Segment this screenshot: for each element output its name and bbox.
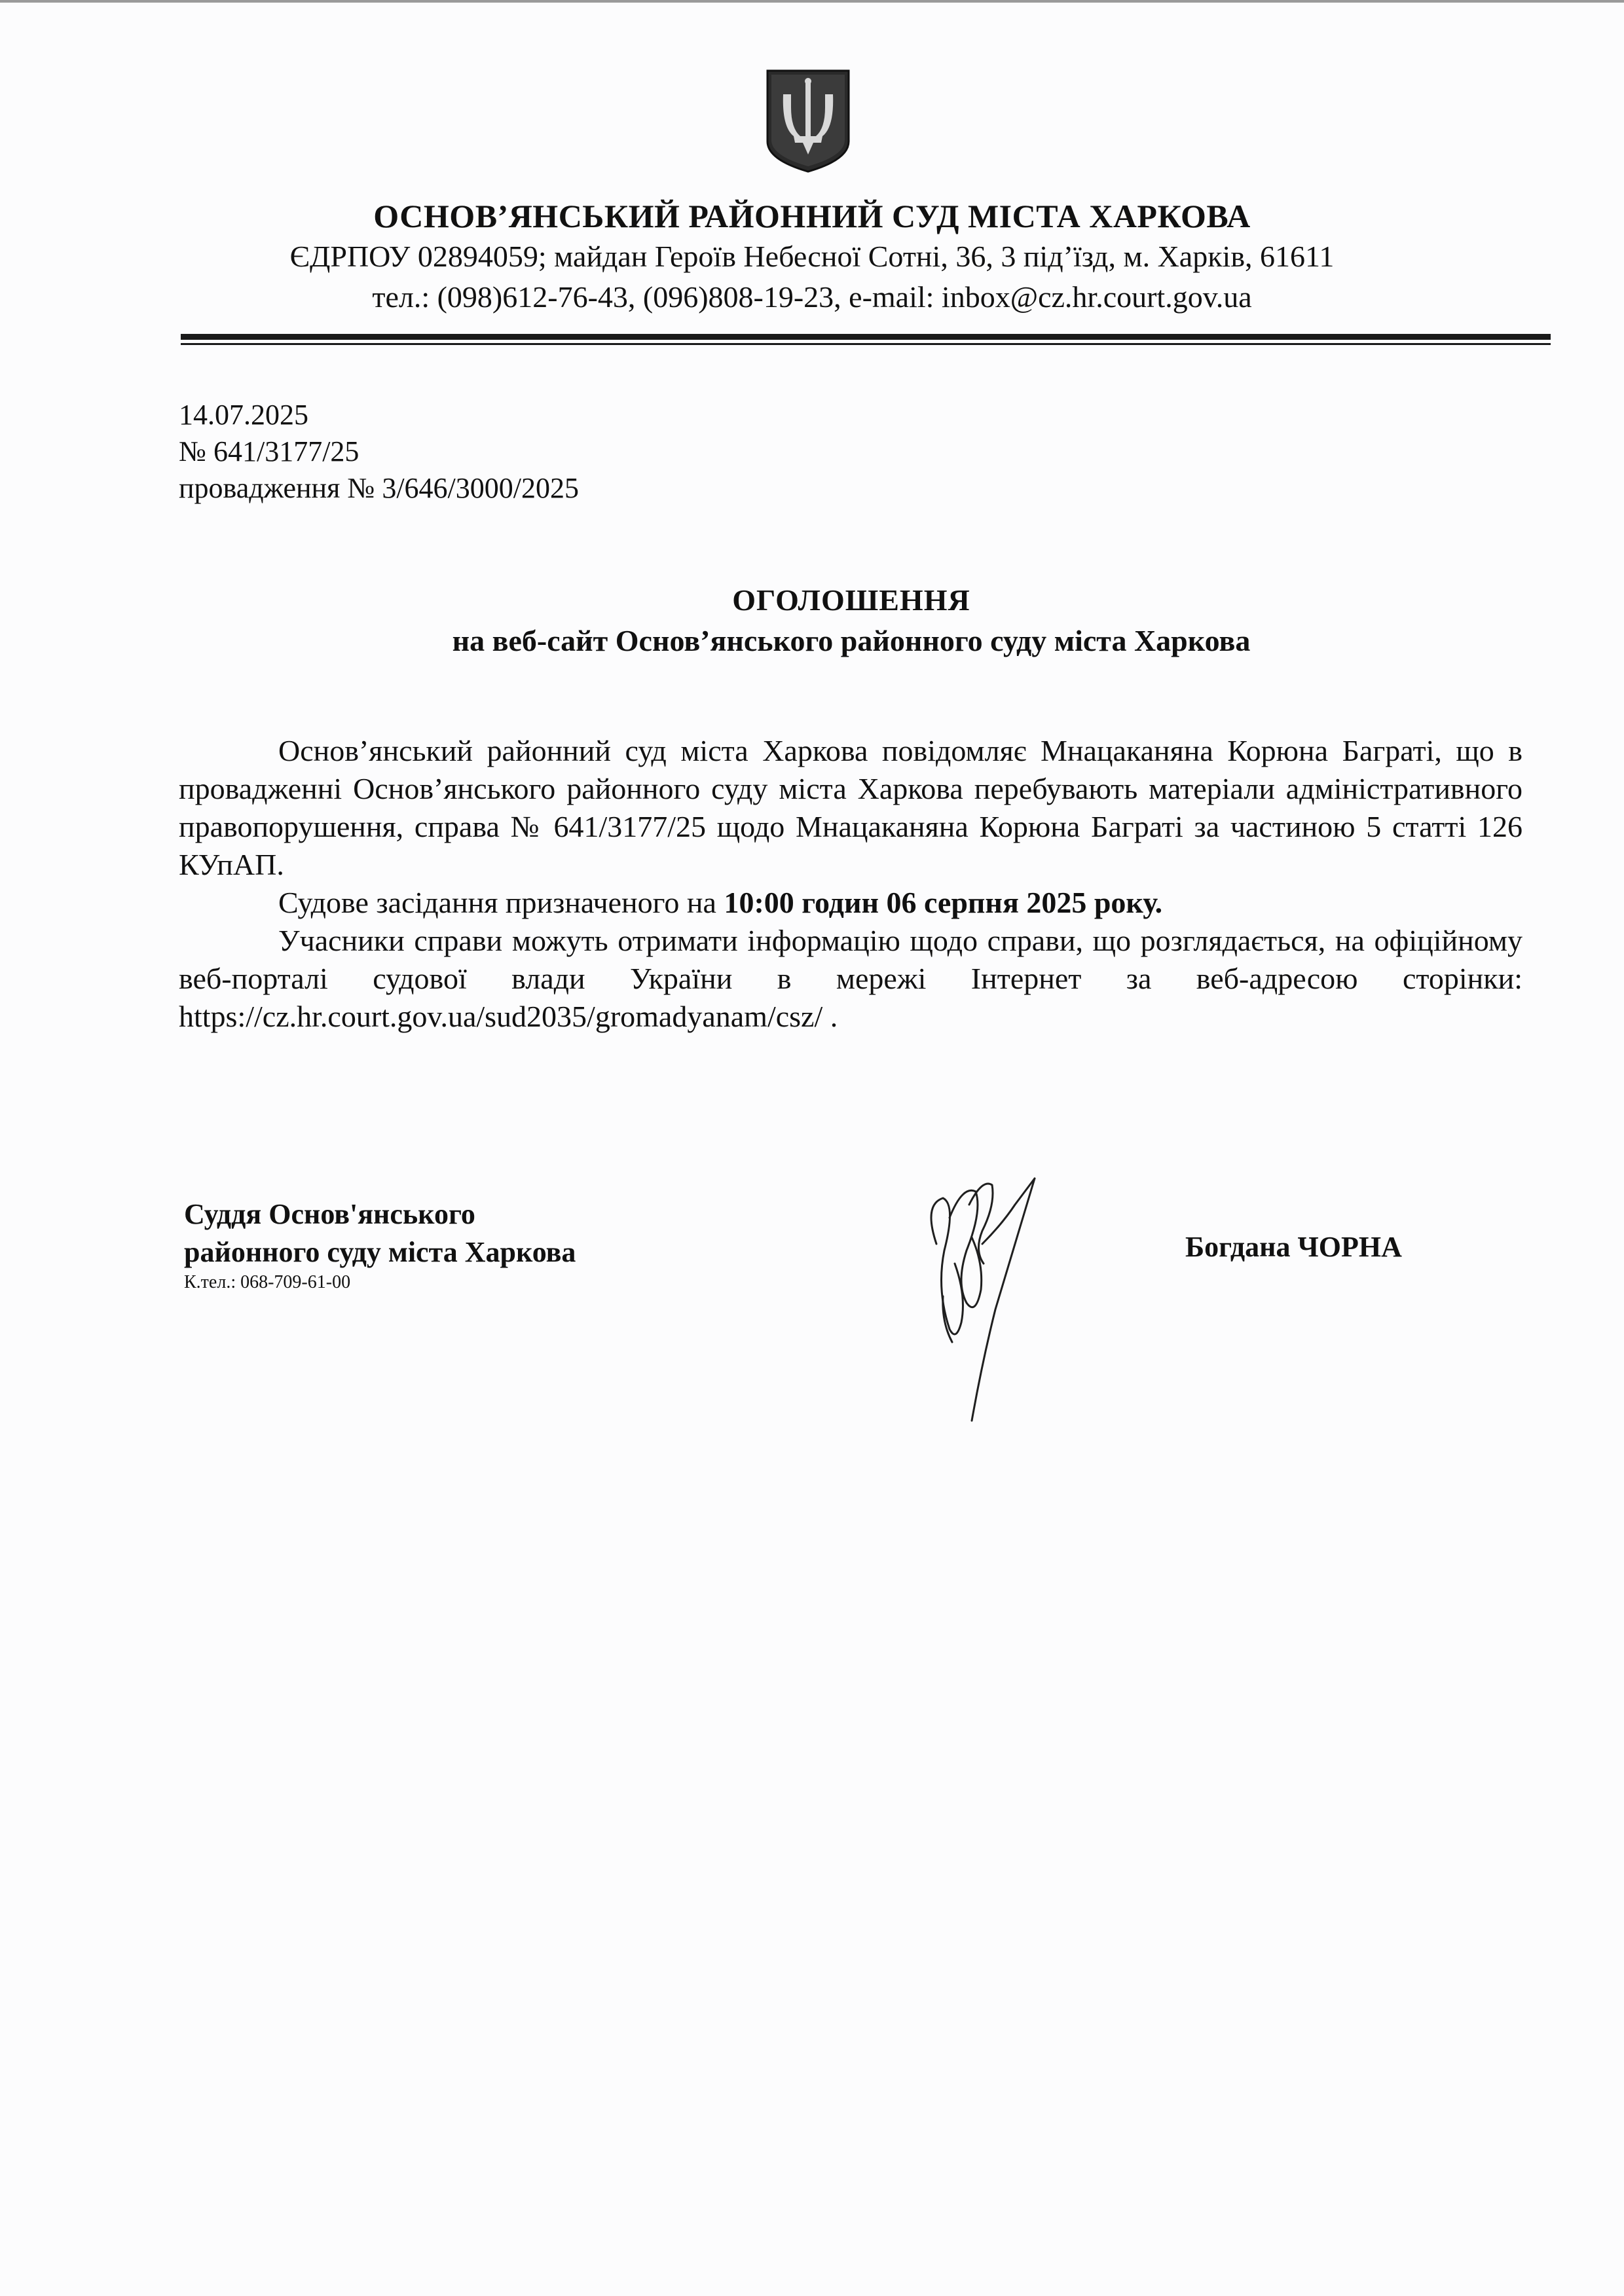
trident-coat-of-arms-icon: [765, 68, 851, 174]
judge-position-block: [184, 1195, 576, 1294]
judge-position-line2: районного суду міста Харкова: [184, 1236, 576, 1268]
handwritten-signature: [904, 1165, 1061, 1440]
judge-position-line1: Суддя Основ'янського: [184, 1198, 475, 1230]
header-divider-thin: [181, 343, 1551, 345]
announcement-title: ОГОЛОШЕННЯ: [732, 583, 970, 617]
announcement-subtitle: на веб-сайт Основ’янського районного суду міста Харкова: [452, 624, 1251, 657]
hearing-prefix: Судове засідання призначеного на: [278, 886, 724, 919]
scan-edge: [0, 0, 1624, 3]
body-paragraph-hearing: [179, 884, 1522, 922]
court-address: ЄДРПОУ 02894059; майдан Героїв Небесної Сотні, 36, 3 під’їзд, м. Харків, 61611: [289, 240, 1335, 273]
hearing-datetime: 10:00 годин 06 серпня 2025 року.: [724, 886, 1163, 919]
document-date: 14.07.2025: [179, 399, 308, 431]
announcement-body: [179, 732, 1522, 1036]
body-paragraph-info: Учасники справи можуть отримати інформацію щодо справи, що розглядається, на офіційному веб-порталі судової влади України в мережі Інтернет за веб-адресою сторінки: https://cz.hr.court.gov.ua/sud2035/gromadyanam/csz/ .: [179, 924, 1522, 1033]
judge-phone: К.тел.: 068-709-61-00: [184, 1272, 351, 1292]
court-name: ОСНОВ’ЯНСЬКИЙ РАЙОННИЙ СУД МІСТА ХАРКОВА: [373, 198, 1251, 234]
court-contacts: тел.: (098)612-76-43, (096)808-19-23, e-mail: inbox@cz.hr.court.gov.ua: [372, 280, 1252, 314]
body-paragraph-notice: Основ’янський районний суд міста Харкова повідомляє Мнацаканяна Корюна Баграті, що в провадженні Основ’янського районного суду міста Харкова перебувають матеріали адміністративного правопорушення, справа № 641/3177/25 щодо Мнацаканяна Корюна Баграті за частиною 5 статті 126 КУпАП.: [179, 734, 1522, 881]
proceeding-number: провадження № 3/646/3000/2025: [179, 472, 579, 504]
judge-name: Богдана ЧОРНА: [1185, 1231, 1402, 1263]
header-divider-thick: [181, 334, 1551, 340]
document-meta: [179, 397, 579, 507]
outgoing-number: № 641/3177/25: [179, 435, 360, 467]
